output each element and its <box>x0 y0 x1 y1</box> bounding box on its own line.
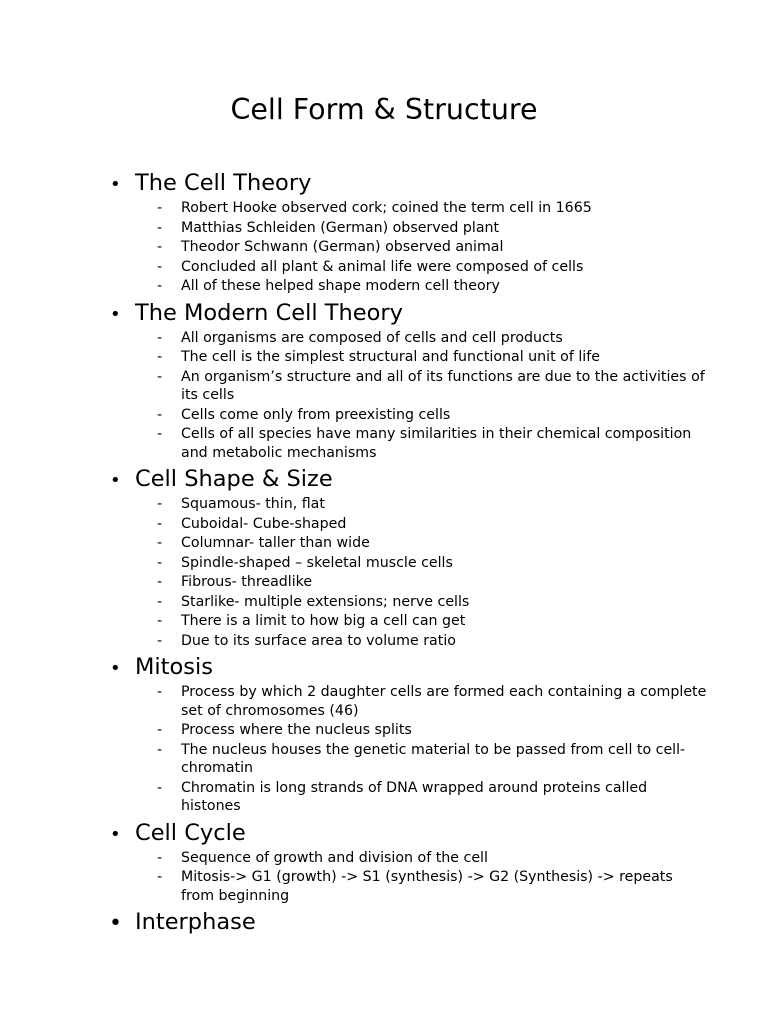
item-text: The cell is the simplest structural and functional unit of life <box>181 349 600 365</box>
dash-marker: - <box>157 278 163 294</box>
section-heading: The Cell Theory <box>135 170 312 196</box>
item-text: Fibrous- threadlike <box>181 574 313 590</box>
outline-list <box>0 167 768 938</box>
dash-marker: - <box>157 632 163 649</box>
sub-list <box>0 683 768 816</box>
section-header <box>0 817 768 849</box>
item-text: Process by which 2 daughter cells are formed each containing a complete set of chromosomes (46) <box>181 684 707 719</box>
dash-marker: - <box>157 496 163 512</box>
list-item <box>0 348 768 367</box>
section-header <box>0 167 768 199</box>
dash-marker: - <box>157 219 163 236</box>
dash-marker: - <box>157 741 163 758</box>
dash-marker: - <box>157 349 163 365</box>
list-item <box>0 721 768 740</box>
list-item <box>0 554 768 573</box>
bullet-icon: • <box>109 911 122 936</box>
dash-marker: - <box>157 849 163 866</box>
item-text: Cuboidal- Cube-shaped <box>181 515 347 532</box>
item-text: Cells of all species have many similarities in their chemical composition and metabolic mechanisms <box>181 426 692 461</box>
item-text: Due to its surface area to volume ratio <box>181 632 456 649</box>
list-item <box>0 632 768 651</box>
section-heading: The Modern Cell Theory <box>135 299 403 326</box>
list-item <box>0 199 768 218</box>
bullet-icon: • <box>110 658 121 679</box>
list-item <box>0 741 768 778</box>
section-cell-shape-size <box>0 463 768 650</box>
list-item <box>0 258 768 277</box>
section-heading: Mitosis <box>135 654 213 680</box>
dash-marker: - <box>157 554 163 571</box>
section-heading: Cell Shape & Size <box>135 466 333 492</box>
dash-marker: - <box>157 329 163 346</box>
dash-marker: - <box>157 406 163 423</box>
list-item <box>0 683 768 720</box>
dash-marker: - <box>157 426 163 442</box>
item-text: Matthias Schleiden (German) observed plant <box>181 219 500 236</box>
item-text: Mitosis-> G1 (growth) -> S1 (synthesis) -> G2 (Synthesis) -> repeats from beginning <box>181 869 673 904</box>
item-text: Cells come only from preexisting cells <box>181 406 451 423</box>
list-item <box>0 868 768 905</box>
item-text: All of these helped shape modern cell theory <box>181 278 500 294</box>
item-text: Process where the nucleus splits <box>181 722 412 738</box>
section-header <box>0 651 768 683</box>
list-item <box>0 779 768 816</box>
dash-marker: - <box>157 535 163 551</box>
section-heading: Interphase <box>135 909 256 935</box>
dash-marker: - <box>157 684 163 700</box>
item-text: Spindle-shaped – skeletal muscle cells <box>181 554 453 571</box>
bullet-icon: • <box>110 303 121 325</box>
section-header <box>0 906 768 938</box>
item-text: All organisms are composed of cells and cell products <box>181 329 563 346</box>
item-text: Concluded all plant & animal life were composed of cells <box>181 258 584 275</box>
sub-list <box>0 849 768 906</box>
section-heading: Cell Cycle <box>135 819 246 846</box>
list-item <box>0 612 768 631</box>
list-item <box>0 495 768 514</box>
list-item <box>0 425 768 462</box>
item-text: Starlike- multiple extensions; nerve cells <box>181 593 470 610</box>
sub-list <box>0 329 768 463</box>
list-item <box>0 329 768 348</box>
item-text: Sequence of growth and division of the cell <box>181 849 488 866</box>
item-text: Chromatin is long strands of DNA wrapped around proteins called histones <box>181 779 648 814</box>
dash-marker: - <box>157 515 163 532</box>
document-title: Cell Form & Structure <box>230 93 538 126</box>
dash-marker: - <box>157 200 163 216</box>
list-item <box>0 849 768 868</box>
dash-marker: - <box>157 593 163 610</box>
section-cell-cycle <box>0 817 768 906</box>
list-item <box>0 238 768 257</box>
list-item <box>0 219 768 238</box>
list-item <box>0 573 768 592</box>
dash-marker: - <box>157 722 163 738</box>
section-interphase <box>0 906 768 938</box>
dash-marker: - <box>157 574 163 590</box>
section-cell-theory <box>0 167 768 296</box>
sub-list <box>0 199 768 296</box>
list-item <box>0 534 768 553</box>
dash-marker: - <box>157 368 163 385</box>
list-item <box>0 593 768 612</box>
list-item <box>0 368 768 405</box>
item-text: Robert Hooke observed cork; coined the term cell in 1665 <box>181 200 592 216</box>
dash-marker: - <box>157 258 163 275</box>
item-text: The nucleus houses the genetic material to be passed from cell to cell- chromatin <box>181 741 686 776</box>
section-header <box>0 463 768 495</box>
section-modern-cell-theory <box>0 297 768 463</box>
list-item <box>0 406 768 425</box>
item-text: An organism’s structure and all of its functions are due to the activities of its cells <box>181 368 705 403</box>
dash-marker: - <box>157 613 163 629</box>
bullet-icon: • <box>110 823 121 845</box>
dash-marker: - <box>157 779 163 796</box>
item-text: Theodor Schwann (German) observed animal <box>181 239 504 255</box>
dash-marker: - <box>157 869 163 885</box>
item-text: Columnar- taller than wide <box>181 535 370 551</box>
bullet-icon: • <box>110 470 121 491</box>
item-text: There is a limit to how big a cell can get <box>181 613 466 629</box>
item-text: Squamous- thin, flat <box>181 496 325 512</box>
list-item <box>0 277 768 296</box>
list-item <box>0 515 768 534</box>
dash-marker: - <box>157 239 163 255</box>
section-mitosis <box>0 651 768 816</box>
bullet-icon: • <box>110 174 121 195</box>
section-header <box>0 297 768 329</box>
sub-list <box>0 495 768 650</box>
